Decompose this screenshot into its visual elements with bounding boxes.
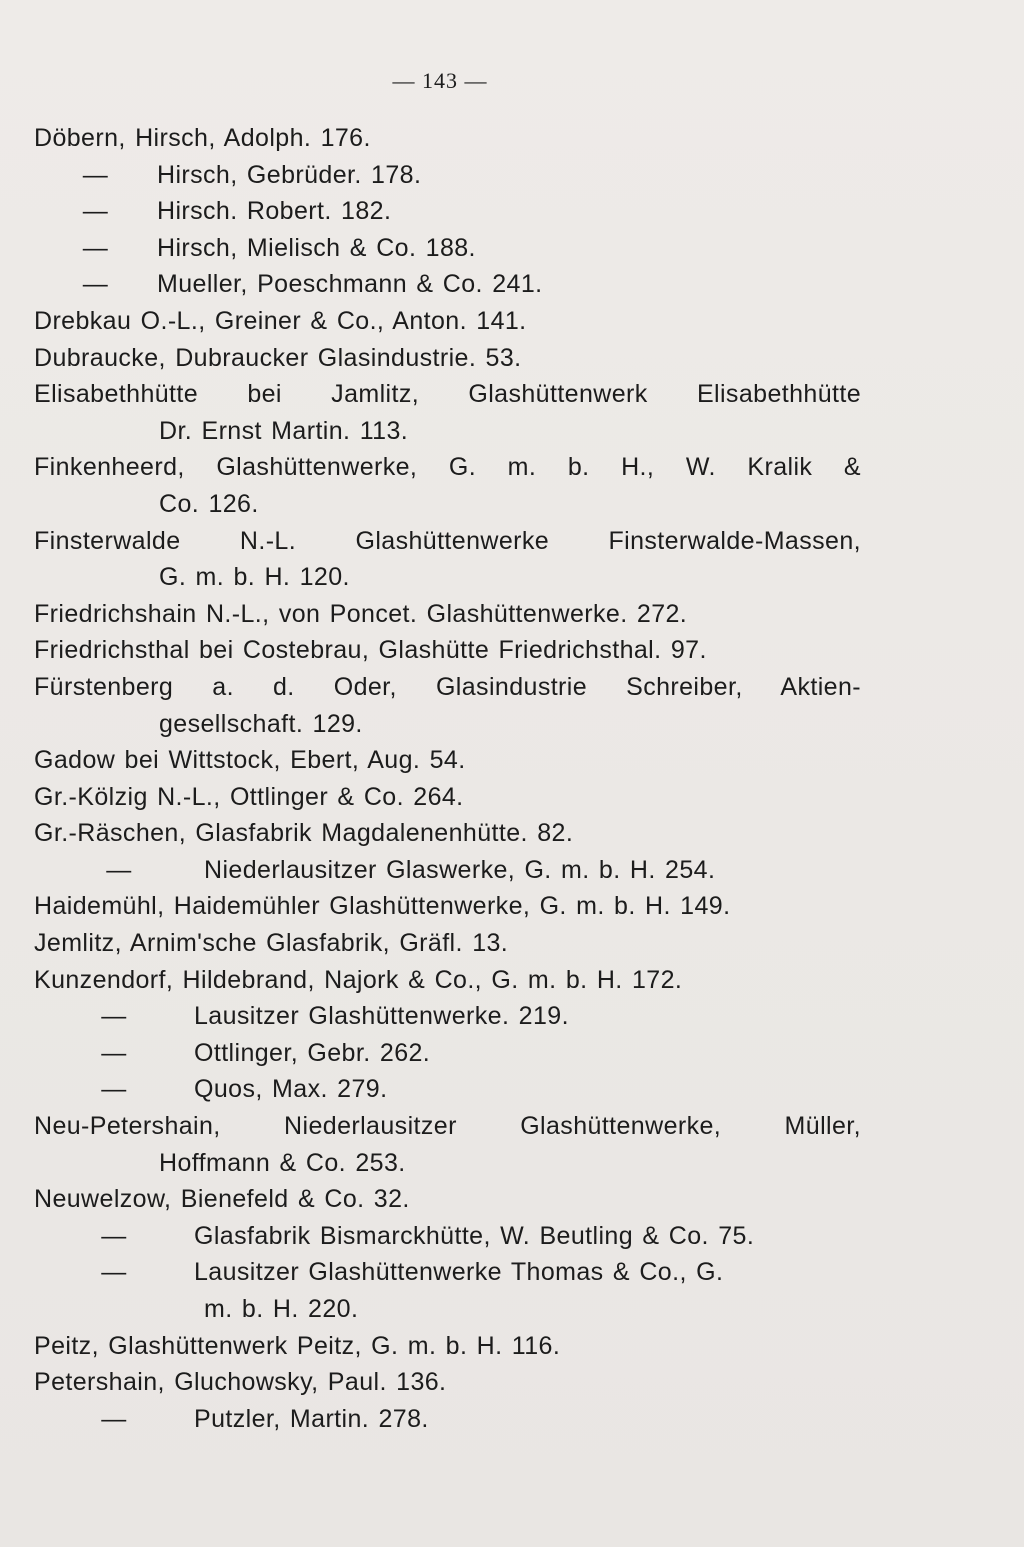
entry-line: Elisabethhütte bei Jamlitz, Glashüttenwerk Elisabethhütte (34, 380, 861, 409)
entry-line: Jemlitz, Arnim'sche Glasfabrik, Gräfl. 13. (34, 929, 509, 958)
entry-line: Dubraucke, Dubraucker Glasindustrie. 53. (34, 343, 522, 372)
ditto-dash: — (82, 160, 109, 189)
ditto-dash: — (106, 855, 132, 884)
entry-line: Peitz, Glashüttenwerk Peitz, G. m. b. H. 116. (34, 1331, 561, 1360)
entry-continuation: G. m. b. H. 120. (159, 563, 350, 592)
entry-line: Drebkau O.-L., Greiner & Co., Anton. 141. (34, 306, 527, 335)
entry-line: Neu-Petershain, Niederlausitzer Glashüttenwerke, Müller, (34, 1112, 861, 1141)
entry-line: Gr.-Kölzig N.-L., Ottlinger & Co. 264. (34, 782, 464, 811)
ditto-dash: — (82, 233, 109, 262)
ditto-dash: — (82, 197, 109, 226)
entry-line: Petershain, Gluchowsky, Paul. 136. (34, 1368, 447, 1397)
entry-line: — Lausitzer Glashüttenwerke. 219. (34, 998, 864, 1035)
ditto-dash: — (101, 1221, 127, 1250)
entry-line: Finkenheerd, Glashüttenwerke, G. m. b. H., W. Kralik & (34, 453, 861, 482)
entry-line: Neuwelzow, Bienefeld & Co. 32. (34, 1185, 410, 1214)
entry-line: Kunzendorf, Hildebrand, Najork & Co., G. m. b. H. 172. (34, 965, 683, 994)
entry-continuation: m. b. H. 220. (204, 1295, 359, 1323)
entry-line: — Glasfabrik Bismarckhütte, W. Beutling & Co. 75. (34, 1218, 864, 1255)
entry-line: Friedrichshain N.-L., von Poncet. Glashüttenwerke. 272. (34, 599, 688, 628)
entry-line: — Hirsch, Mielisch & Co. 188. (34, 230, 864, 267)
ditto-dash: — (82, 270, 109, 299)
entry-line: — Hirsch. Robert. 182. (34, 193, 864, 230)
entry-line: — Niederlausitzer Glaswerke, G. m. b. H. 254. (34, 852, 864, 889)
entry-line: — Quos, Max. 279. (34, 1071, 864, 1108)
entry-line: — Hirsch, Gebrüder. 178. (34, 157, 864, 194)
entry-line: — Ottlinger, Gebr. 262. (34, 1035, 864, 1072)
entry-line: Gadow bei Wittstock, Ebert, Aug. 54. (34, 746, 466, 775)
ditto-dash: — (101, 1075, 127, 1104)
ditto-dash: — (101, 1404, 127, 1433)
entry-line: Friedrichsthal bei Costebrau, Glashütte Friedrichsthal. 97. (34, 636, 707, 665)
entry-continuation: Dr. Ernst Martin. 113. (159, 416, 409, 445)
entry-line: Haidemühl, Haidemühler Glashüttenwerke, G. m. b. H. 149. (34, 892, 731, 921)
entry-continuation: Hoffmann & Co. 253. (159, 1148, 406, 1177)
entry-line: Döbern, Hirsch, Adolph. 176. (34, 124, 371, 152)
entry-continuation: gesellschaft. 129. (159, 709, 363, 738)
ditto-dash: — (101, 1002, 127, 1031)
entry-line: Fürstenberg a. d. Oder, Glasindustrie Schreiber, Aktien- (34, 672, 861, 701)
ditto-dash: — (101, 1038, 127, 1067)
page-number: — 143 — (392, 68, 488, 93)
entry-continuation: Co. 126. (159, 489, 259, 518)
entry-line: — Putzler, Martin. 278. (34, 1401, 864, 1438)
entry-line: — Lausitzer Glashüttenwerke Thomas & Co., G. (34, 1254, 864, 1291)
entry-line: — Mueller, Poeschmann & Co. 241. (34, 266, 864, 303)
entry-line: Finsterwalde N.-L. Glashüttenwerke Finsterwalde-Massen, (34, 526, 861, 555)
entry-line: Gr.-Räschen, Glasfabrik Magdalenenhütte. 82. (34, 819, 574, 848)
ditto-dash: — (101, 1258, 127, 1287)
index-entries (34, 120, 864, 1437)
